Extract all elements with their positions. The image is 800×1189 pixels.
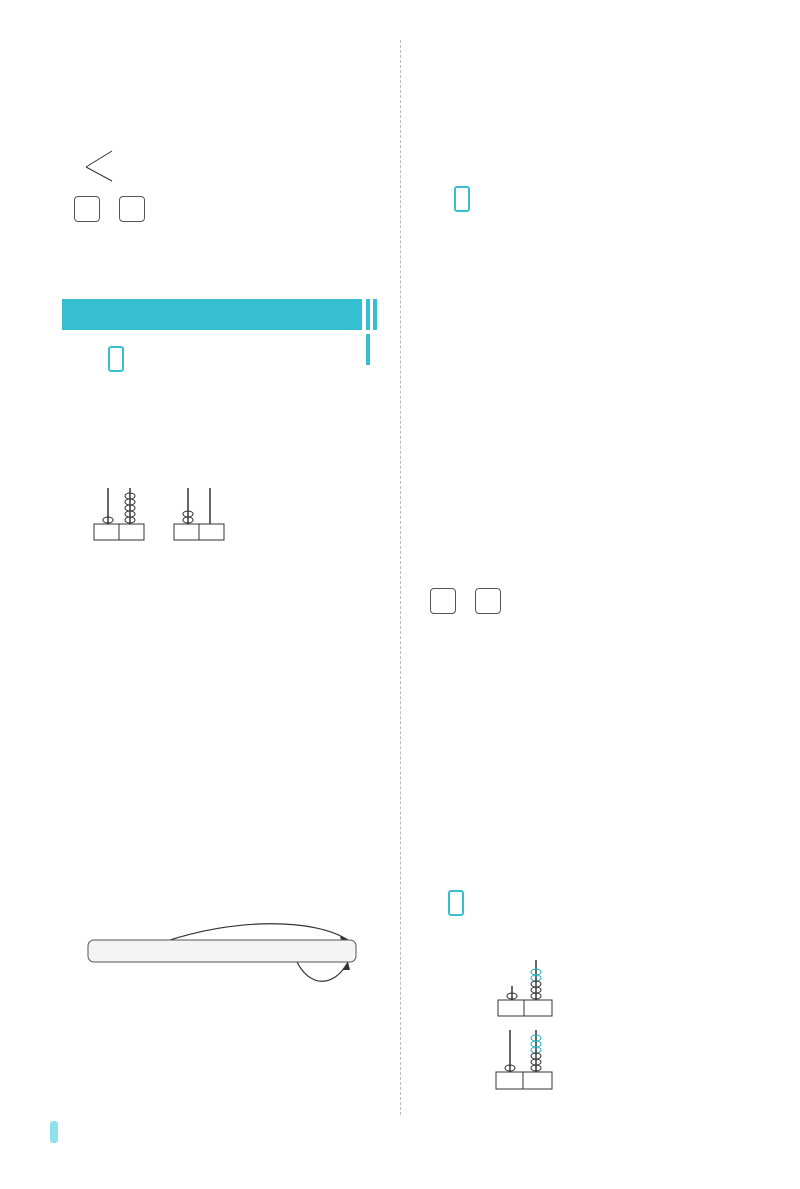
checkbox-checked: [74, 196, 100, 222]
ruler-figure: [84, 916, 364, 1000]
lesson-tag: [454, 186, 470, 212]
lesson-tag: [448, 890, 464, 916]
unit-banner-bars: [366, 299, 386, 330]
unit-banner: [62, 299, 362, 330]
lesson-header: [454, 186, 476, 212]
abacus-4: [494, 1028, 554, 1092]
abacus-2: [172, 486, 232, 542]
checkbox-empty: [119, 196, 145, 222]
abacus-figure: [494, 1028, 554, 1096]
split-lines: [84, 147, 114, 187]
column-divider: [400, 40, 401, 1115]
lesson-header: [108, 346, 130, 372]
lesson-tag: [108, 346, 124, 372]
lesson-header: [448, 890, 470, 916]
abacus-3: [496, 958, 556, 1018]
abacus-figure: [496, 958, 556, 1022]
checkbox-checked: [430, 588, 456, 614]
ruler: [84, 916, 364, 996]
abacus-1: [92, 486, 152, 542]
checkbox-empty: [475, 588, 501, 614]
footer-bar: [50, 1121, 58, 1143]
